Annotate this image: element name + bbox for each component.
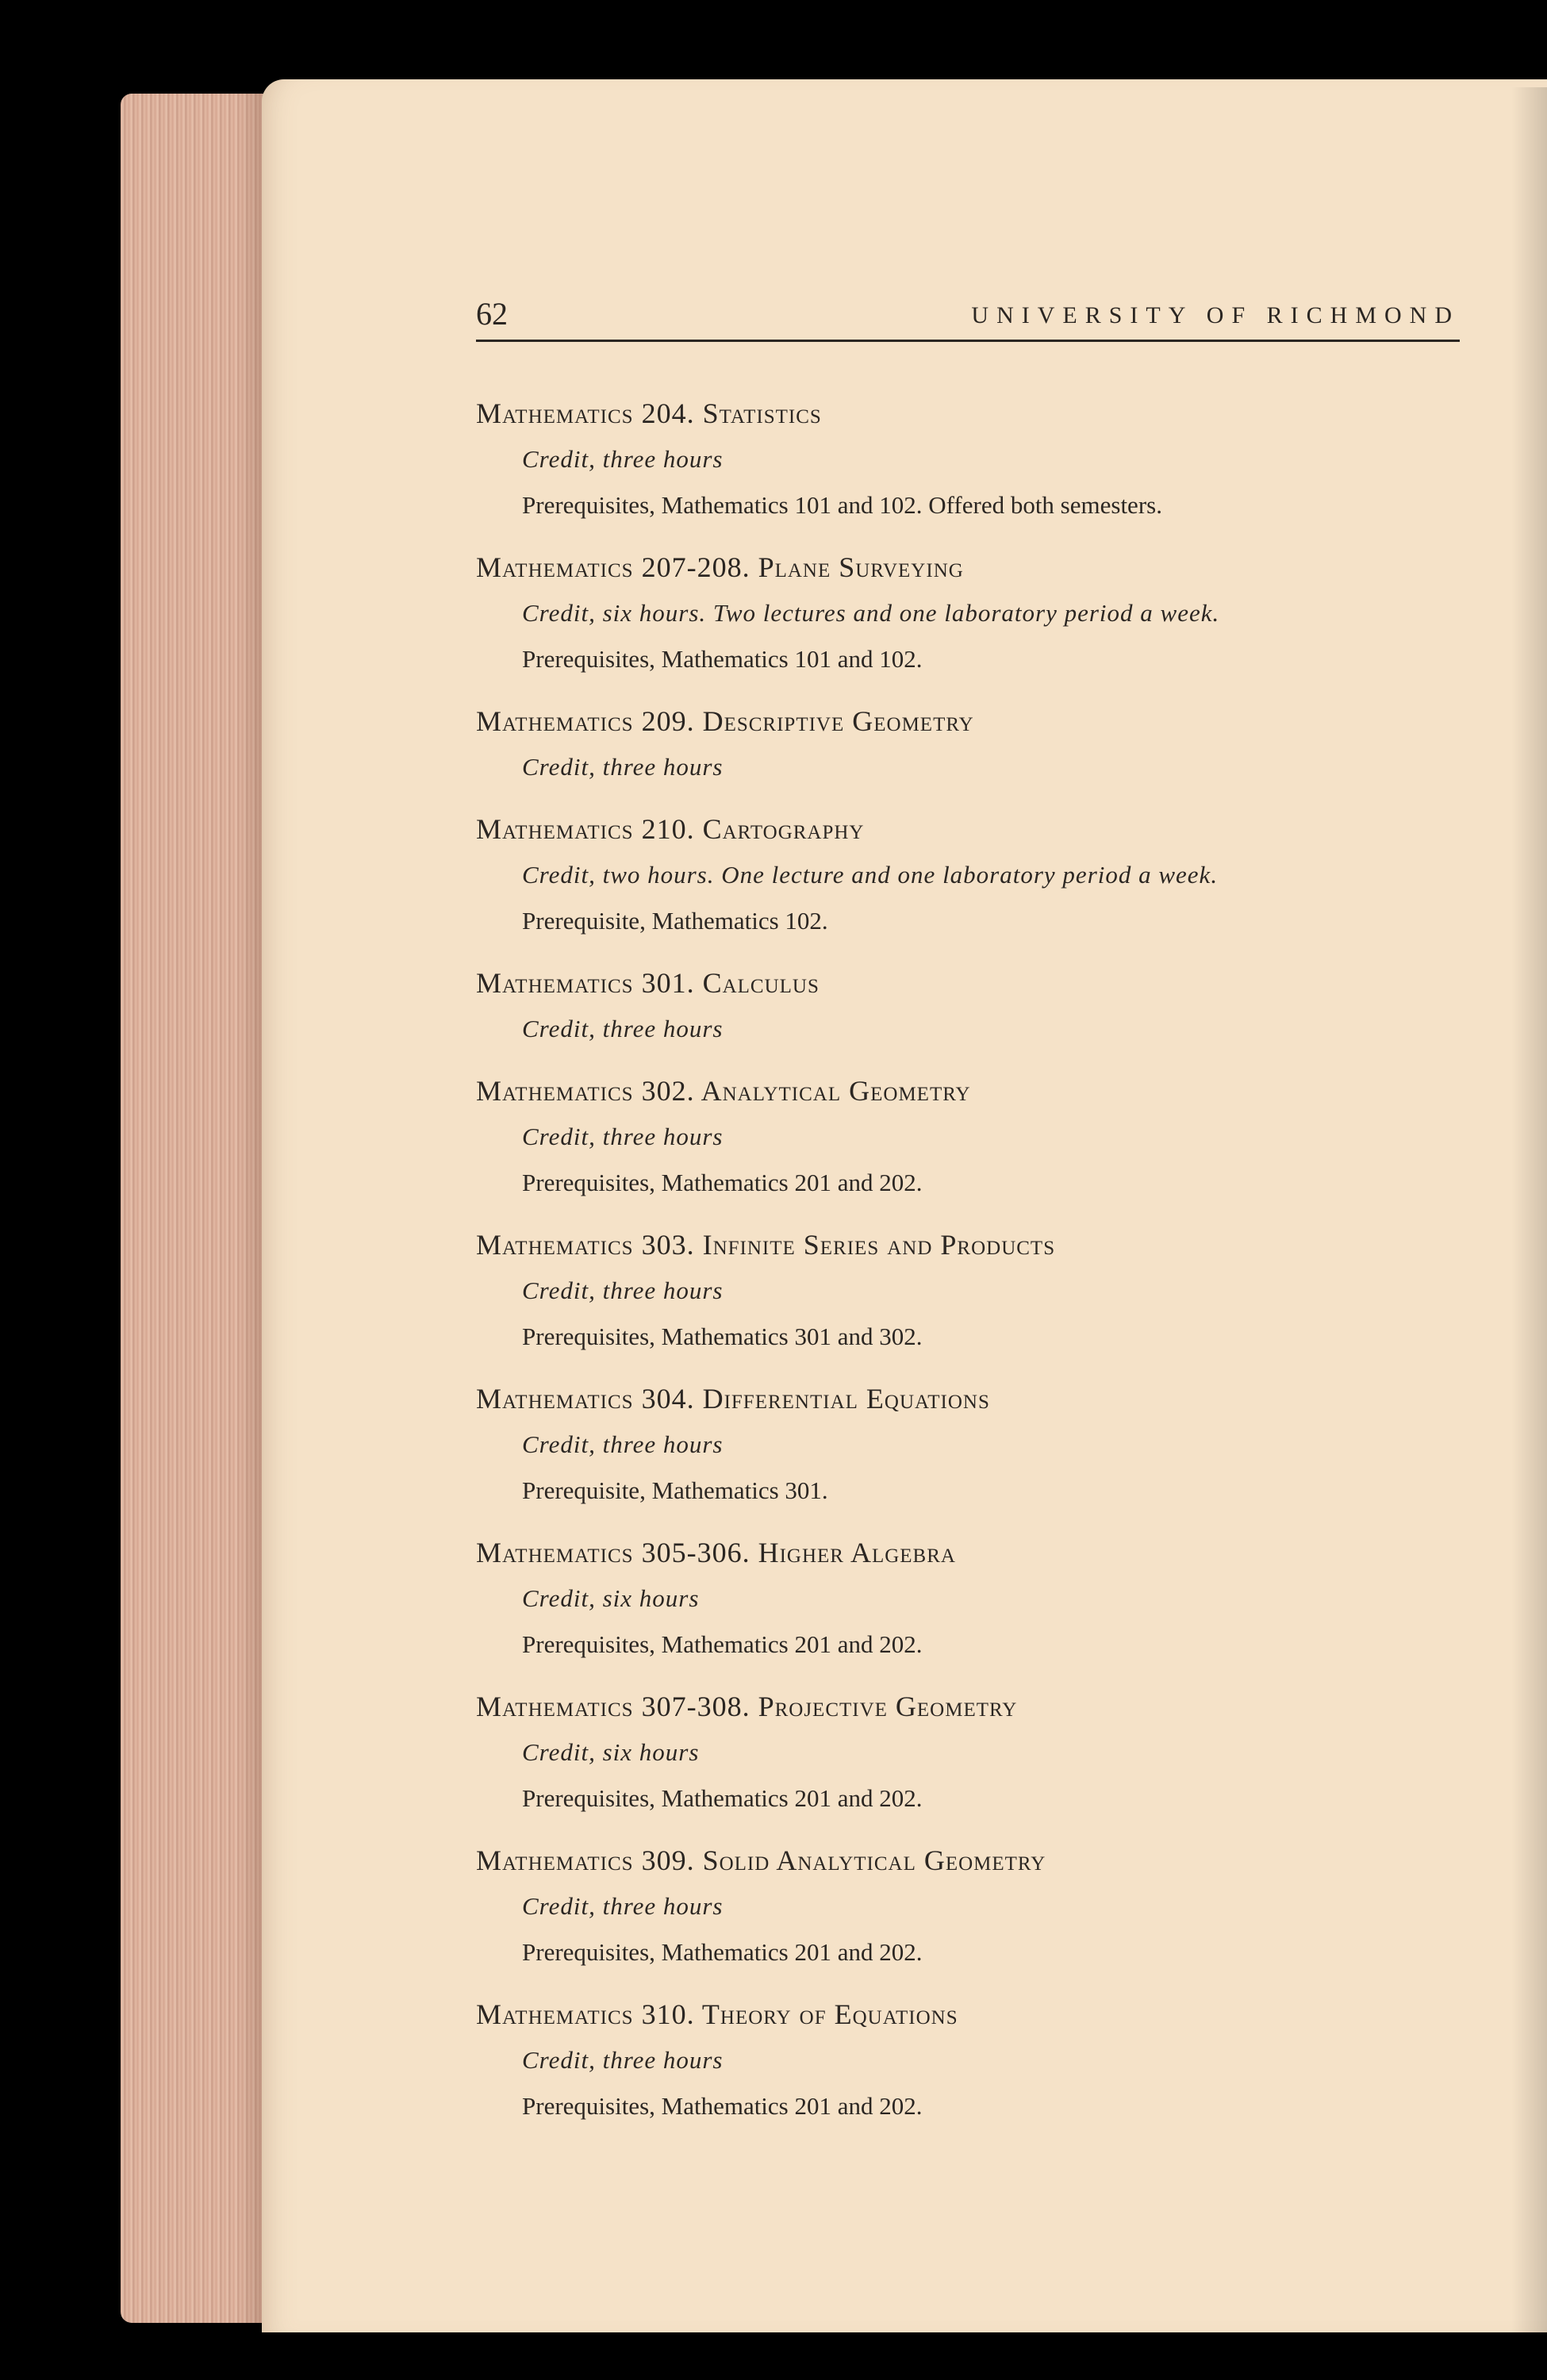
course-title: Mathematics 305-306. Higher Algebra — [476, 1537, 956, 1568]
course-prerequisites: Prerequisites, Mathematics 201 and 202. — [522, 1169, 923, 1196]
course-entry — [476, 544, 1460, 682]
course-title: Mathematics 302. Analytical Geometry — [476, 1075, 971, 1107]
course-prerequisites: Prerequisite, Mathematics 301. — [522, 1476, 828, 1504]
course-prerequisites: Prerequisites, Mathematics 101 and 102. Offered both semesters. — [522, 491, 1162, 519]
course-prerequisites: Prerequisites, Mathematics 201 and 202. — [522, 2092, 923, 2120]
course-prerequisites: Prerequisites, Mathematics 101 and 102. — [522, 645, 923, 673]
course-credit: Credit, three hours — [522, 1276, 724, 1304]
course-credit: Credit, three hours — [522, 1015, 724, 1042]
course-prerequisites: Prerequisites, Mathematics 201 and 202. — [522, 1630, 923, 1658]
course-title: Mathematics 210. Cartography — [476, 813, 865, 845]
course-credit: Credit, six hours. Two lectures and one laboratory period a week. — [522, 599, 1220, 627]
course-title: Mathematics 209. Descriptive Geometry — [476, 705, 974, 737]
course-title: Mathematics 309. Solid Analytical Geometry — [476, 1844, 1046, 1876]
course-prerequisites: Prerequisite, Mathematics 102. — [522, 907, 828, 935]
course-title: Mathematics 310. Theory of Equations — [476, 1998, 958, 2030]
course-credit: Credit, two hours. One lecture and one laboratory period a week. — [522, 861, 1219, 889]
course-entry — [476, 1683, 1460, 1821]
course-entry — [476, 1068, 1460, 1206]
running-head — [476, 295, 1460, 343]
course-entry — [476, 1991, 1460, 2129]
course-entry — [476, 390, 1460, 528]
course-credit: Credit, three hours — [522, 2046, 724, 2074]
course-credit: Credit, three hours — [522, 1892, 724, 1920]
course-prerequisites: Prerequisites, Mathematics 301 and 302. — [522, 1322, 923, 1350]
course-credit: Credit, six hours — [522, 1584, 700, 1612]
course-credit: Credit, three hours — [522, 753, 724, 781]
course-entry — [476, 1222, 1460, 1360]
course-title: Mathematics 301. Calculus — [476, 967, 820, 999]
course-entry — [476, 960, 1460, 1052]
course-prerequisites: Prerequisites, Mathematics 201 and 202. — [522, 1784, 923, 1812]
course-credit: Credit, three hours — [522, 445, 724, 473]
course-title: Mathematics 207-208. Plane Surveying — [476, 551, 964, 583]
course-entry — [476, 698, 1460, 790]
course-credit: Credit, six hours — [522, 1738, 700, 1766]
course-prerequisites: Prerequisites, Mathematics 201 and 202. — [522, 1938, 923, 1966]
binding-shadow — [1511, 87, 1547, 2332]
course-entry — [476, 1376, 1460, 1514]
course-credit: Credit, three hours — [522, 1430, 724, 1458]
course-title: Mathematics 307-308. Projective Geometry — [476, 1691, 1018, 1722]
course-title: Mathematics 303. Infinite Series and Products — [476, 1229, 1056, 1261]
running-head-title: UNIVERSITY OF RICHMOND — [971, 302, 1460, 328]
course-title: Mathematics 204. Statistics — [476, 397, 822, 429]
course-entry — [476, 1837, 1460, 1975]
header-rule — [476, 340, 1460, 342]
course-credit: Credit, three hours — [522, 1123, 724, 1150]
page-number: 62 — [476, 296, 508, 332]
course-list — [476, 390, 1460, 2145]
course-entry — [476, 1530, 1460, 1668]
course-title: Mathematics 304. Differential Equations — [476, 1383, 990, 1415]
course-entry — [476, 806, 1460, 944]
